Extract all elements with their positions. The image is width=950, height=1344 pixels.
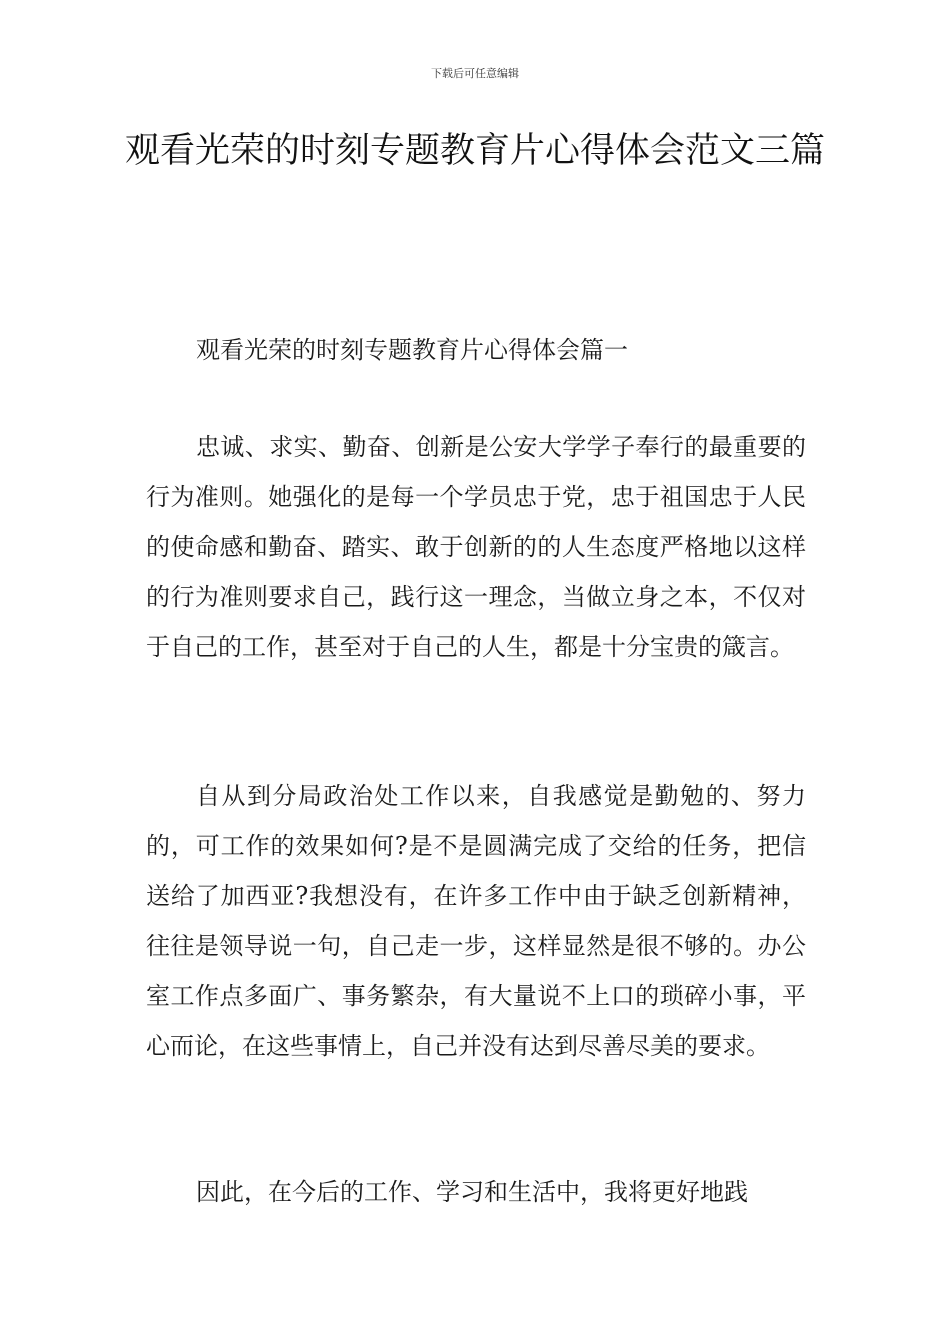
body-paragraph: 因此，在今后的工作、学习和生活中，我将更好地践	[196, 1178, 748, 1206]
page-header-note: 下载后可任意编辑	[431, 67, 519, 80]
section-heading: 观看光荣的时刻专题教育片心得体会篇一	[196, 336, 628, 364]
body-paragraph: 自从到分局政治处工作以来，自我感觉是勤勉的、努力的，可工作的效果如何?是不是圆满完成了交给的任务，把信送给了加西亚?我想没有，在许多工作中由于缺乏创新精神，往往是领导说一句，自己走一步，这样显然是很不够的。办公室工作点多面广、事务繁杂，有大量说不上口的琐碎小事，平心而论，在这些事情上，自己并没有达到尽善尽美的要求。	[146, 782, 806, 1060]
body-paragraph: 忠诚、求实、勤奋、创新是公安大学学子奉行的最重要的行为准则。她强化的是每一个学员忠于党，忠于祖国忠于人民的使命感和勤奋、踏实、敢于创新的的人生态度严格地以这样的行为准则要求自己，践行这一理念，当做立身之本，不仅对于自己的工作，甚至对于自己的人生，都是十分宝贵的箴言。	[146, 433, 806, 661]
document-title: 观看光荣的时刻专题教育片心得体会范文三篇	[124, 131, 825, 171]
